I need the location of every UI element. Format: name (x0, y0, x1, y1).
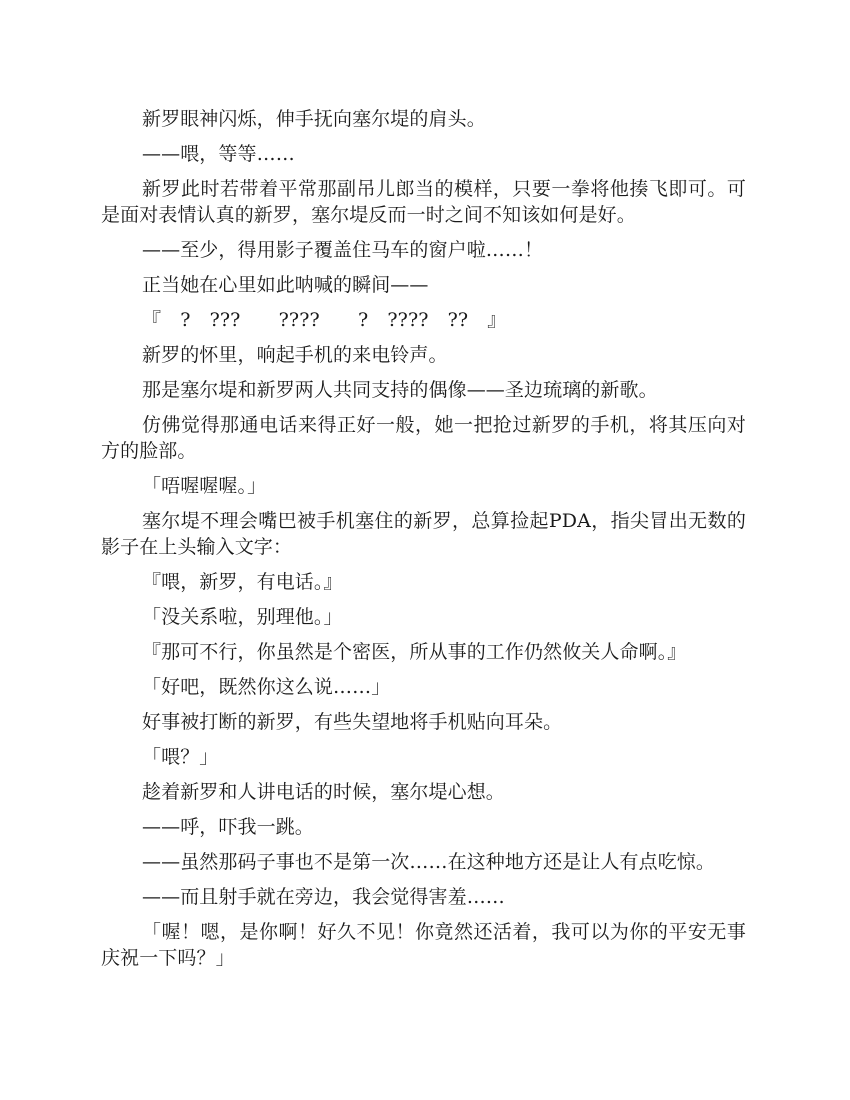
inner-thought: ——呼，吓我一跳。 (142, 816, 314, 838)
dialogue-line: 「喔！嗯，是你啊！好久不见！你竟然还活着，我可以为你的平安无事庆祝一下吗？」 (101, 921, 746, 969)
dialogue-line: 「没关系啦，别理他。」 (142, 606, 343, 628)
document-page (101, 106, 746, 980)
paragraph: 正当她在心里如此呐喊的瞬间—— (142, 274, 429, 296)
paragraph: 趁着新罗和人讲电话的时候，塞尔堤心想。 (142, 781, 505, 803)
dialogue-line: 「唔喔喔喔。」 (142, 475, 267, 497)
pda-message: 『那可不行，你虽然是个密医，所从事的工作仍然攸关人命啊。』 (142, 641, 687, 663)
paragraph: 好事被打断的新罗，有些失望地将手机贴向耳朵。 (142, 711, 563, 733)
paragraph: ——至少，得用影子覆盖住马车的窗户啦……！ (142, 239, 544, 261)
pda-message: 『喂，新罗，有电话。』 (142, 571, 343, 593)
paragraph: 新罗的怀里，响起手机的来电铃声。 (142, 344, 448, 366)
paragraph: 塞尔堤不理会嘴巴被手机塞住的新罗，总算捡起PDA，指尖冒出无数的影子在上头输入文字： (101, 510, 746, 558)
paragraph: 仿佛觉得那通电话来得正好一般，她一把抢过新罗的手机，将其压向对方的脸部。 (101, 414, 746, 462)
dialogue-line: 「喂？」 (142, 746, 219, 768)
paragraph: ——喂，等等…… (142, 143, 295, 165)
dialogue-line: 「好吧，既然你这么说……」 (142, 676, 391, 698)
inner-thought: ——而且射手就在旁边，我会觉得害羞…… (142, 886, 505, 908)
paragraph: 那是塞尔堤和新罗两人共同支持的偶像——圣边琉璃的新歌。 (142, 379, 658, 401)
paragraph: 新罗此时若带着平常那副吊儿郎当的模样，只要一拳将他揍飞即可。可是面对表情认真的新罗，塞尔堤反而一时之间不知该如何是好。 (101, 178, 746, 226)
paragraph: 新罗眼神闪烁，伸手抚向塞尔堤的肩头。 (142, 108, 486, 130)
ringtone-lyrics: 『 ? ??? ???? ? ???? ?? 』 (142, 309, 507, 331)
inner-thought: ——虽然那码子事也不是第一次……在这种地方还是让人有点吃惊。 (142, 851, 716, 873)
